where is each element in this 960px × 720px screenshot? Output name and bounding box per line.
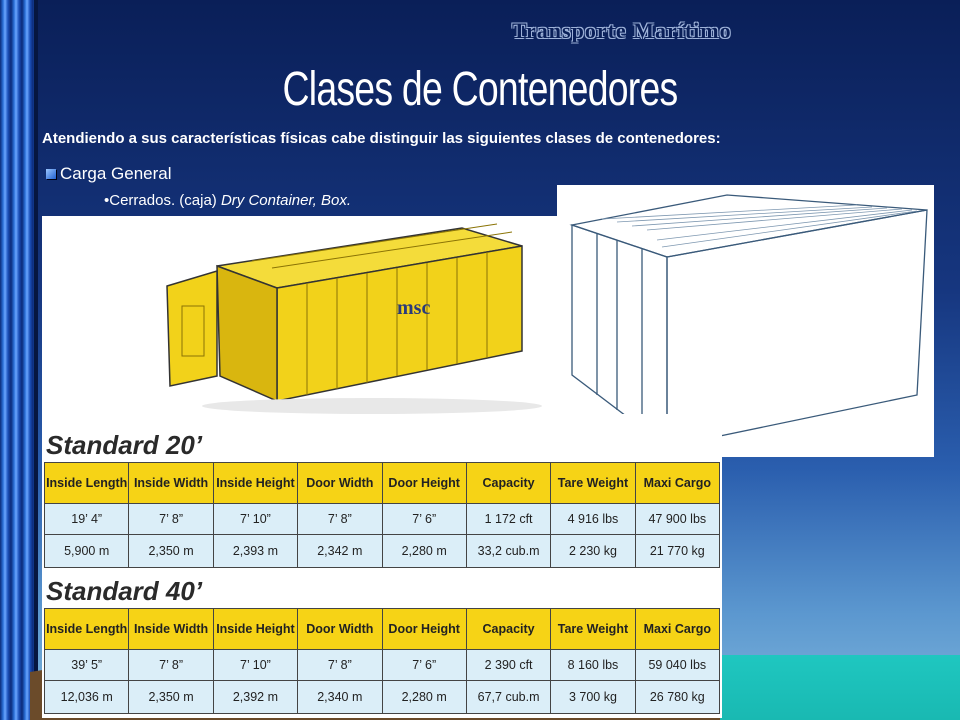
header-cell: Door Width: [298, 609, 382, 650]
header-cell: Tare Weight: [551, 463, 635, 504]
cell: 7’ 8”: [129, 650, 213, 681]
header-cell: Door Width: [298, 463, 382, 504]
brand-title: Transporte Marítimo: [512, 18, 732, 43]
specs-table-20: [44, 462, 720, 568]
table-title-40: Standard 40’: [46, 576, 203, 606]
header-cell: Door Height: [382, 463, 466, 504]
bullet-cerrados: [104, 192, 351, 209]
cell: 2,393 m: [213, 535, 297, 568]
cell: 1 172 cft: [466, 504, 550, 535]
msc-logo: msc: [397, 297, 431, 319]
header-cell: Inside Height: [213, 609, 297, 650]
cell: 2 390 cft: [466, 650, 550, 681]
cell: 2,340 m: [298, 681, 382, 714]
cell: 59 040 lbs: [635, 650, 719, 681]
cell: 2 230 kg: [551, 535, 635, 568]
yellow-container-image: [42, 216, 558, 414]
cell: 4 916 lbs: [551, 504, 635, 535]
cell: 3 700 kg: [551, 681, 635, 714]
cell: 2,392 m: [213, 681, 297, 714]
cell: 8 160 lbs: [551, 650, 635, 681]
header-cell: Inside Length: [45, 609, 129, 650]
header-cell: Capacity: [466, 463, 550, 504]
table-title-20: Standard 20’: [46, 430, 203, 460]
bullet-square-icon: [46, 169, 56, 179]
table-row: [45, 535, 720, 568]
intro-text: Atendiendo a sus características físicas cabe distinguir las siguientes clases de contenedores:: [42, 130, 721, 147]
header-cell: Door Height: [382, 609, 466, 650]
table-header-row: [45, 609, 720, 650]
left-decorative-stripes: [0, 0, 34, 720]
cell: 7’ 6”: [382, 650, 466, 681]
table-row: [45, 650, 720, 681]
specs-table-40: [44, 608, 720, 714]
bullet-label: Carga General: [60, 164, 172, 183]
cell: 7’ 8”: [298, 650, 382, 681]
table-row: [45, 504, 720, 535]
header-cell: Inside Height: [213, 463, 297, 504]
bullet-italic: Dry Container, Box.: [220, 192, 352, 209]
cell: 26 780 kg: [635, 681, 719, 714]
cell: 7’ 6”: [382, 504, 466, 535]
cell: 7’ 10”: [213, 504, 297, 535]
header-cell: Maxi Cargo: [635, 609, 719, 650]
cell: 2,280 m: [382, 535, 466, 568]
page-title: Clases de Contenedores: [282, 63, 678, 116]
bullet-carga-general: [46, 164, 172, 184]
cell: 47 900 lbs: [635, 504, 719, 535]
cell: 39’ 5”: [45, 650, 129, 681]
cell: 2,350 m: [129, 681, 213, 714]
table-row: [45, 681, 720, 714]
cell: 12,036 m: [45, 681, 129, 714]
header-cell: Maxi Cargo: [635, 463, 719, 504]
header-cell: Inside Length: [45, 463, 129, 504]
header-cell: Inside Width: [129, 609, 213, 650]
cell: 5,900 m: [45, 535, 129, 568]
header-cell: Tare Weight: [551, 609, 635, 650]
left-edge: [34, 0, 38, 720]
cell: 7’ 10”: [213, 650, 297, 681]
cell: 7’ 8”: [298, 504, 382, 535]
cell: 33,2 cub.m: [466, 535, 550, 568]
table-header-row: [45, 463, 720, 504]
header-cell: Capacity: [466, 609, 550, 650]
sea-decoration: [720, 655, 960, 720]
cell: 21 770 kg: [635, 535, 719, 568]
specs-area: [42, 414, 722, 718]
cell: 7’ 8”: [129, 504, 213, 535]
header-cell: Inside Width: [129, 463, 213, 504]
cell: 67,7 cub.m: [466, 681, 550, 714]
yellow-container-illustration: [42, 216, 558, 414]
cell: 2,342 m: [298, 535, 382, 568]
cell: 19’ 4”: [45, 504, 129, 535]
cell: 2,280 m: [382, 681, 466, 714]
cell: 2,350 m: [129, 535, 213, 568]
bullet-prefix: •Cerrados. (caja): [104, 192, 221, 209]
